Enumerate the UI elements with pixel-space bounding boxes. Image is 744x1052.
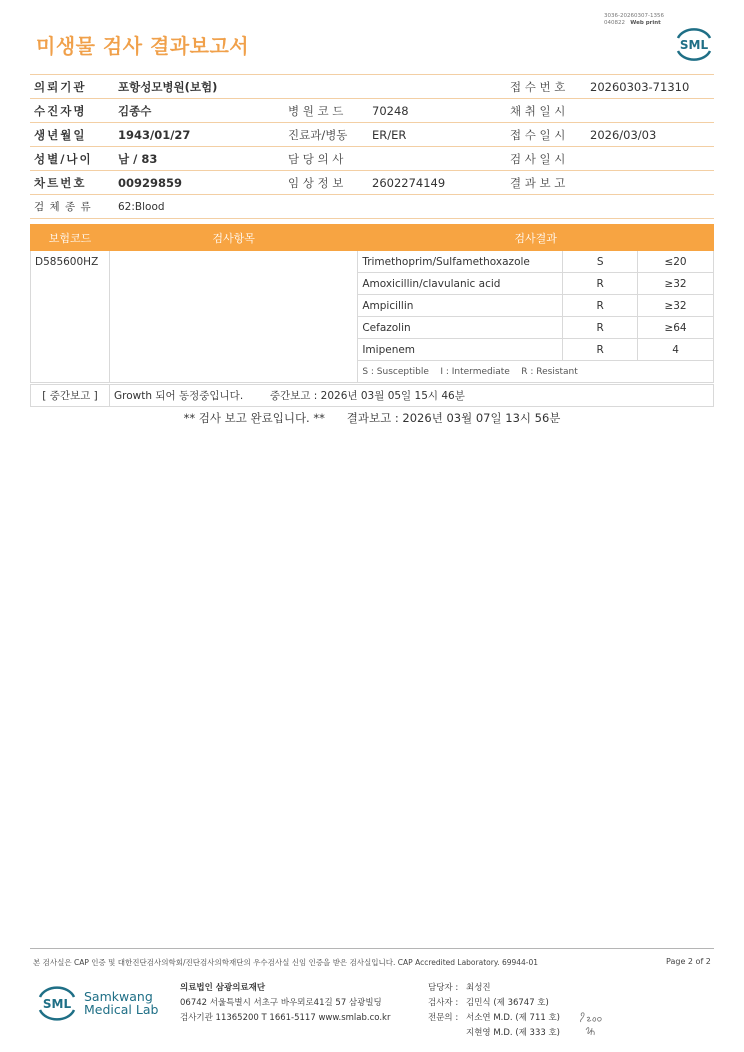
staff-name: 김민식 (제 36747 호) bbox=[466, 998, 549, 1008]
chart-value: 00929859 bbox=[118, 171, 288, 195]
collect-date-value bbox=[590, 99, 714, 123]
result-header-row bbox=[31, 225, 714, 251]
staff-name: 지현영 M.D. (제 333 호) bbox=[466, 1028, 561, 1038]
table-row bbox=[31, 251, 714, 273]
info-row bbox=[30, 195, 714, 219]
doctor-value bbox=[372, 147, 510, 171]
dept-value: ER/ER bbox=[372, 123, 510, 147]
staff-role bbox=[428, 1026, 466, 1041]
drug-mic: ≥32 bbox=[638, 273, 714, 295]
collect-date-label: 채 취 일 시 bbox=[510, 99, 590, 123]
report-complete-line: ** 검사 보고 완료입니다. ** 결과보고 : 2026년 03월 07일 13시 56분 bbox=[183, 411, 561, 425]
receipt-date-label: 접 수 일 시 bbox=[510, 123, 590, 147]
mid-report-row bbox=[31, 385, 714, 407]
hospital-code-label: 병 원 코 드 bbox=[288, 99, 372, 123]
drug-name: Imipenem bbox=[358, 339, 563, 361]
report-value bbox=[590, 171, 714, 195]
birth-value: 1943/01/27 bbox=[118, 123, 288, 147]
test-date-value bbox=[590, 147, 714, 171]
drug-name: Cefazolin bbox=[358, 317, 563, 339]
doctor-label: 담 당 의 사 bbox=[288, 147, 372, 171]
drug-name: Ampicillin bbox=[358, 295, 563, 317]
staff-row bbox=[428, 981, 560, 996]
organization-contact: 검사기관 11365200 T 1661-5117 www.smlab.co.kr bbox=[180, 1013, 391, 1023]
drug-name: Amoxicillin/clavulanic acid bbox=[358, 273, 563, 295]
certification-text: 본 검사실은 CAP 인증 및 대한진단검사의학회/진단검사의학재단의 우수검사실 신임 인증을 받은 검사실입니다. CAP Accredited Laboratory. 69944-01 bbox=[33, 958, 539, 967]
col-result-header: 검사결과 bbox=[358, 225, 714, 251]
report-title: 미생물 검사 결과보고서 bbox=[36, 34, 250, 58]
susceptibility-legend: S : Susceptible I : Intermediate R : Resistant bbox=[358, 361, 714, 383]
birth-label: 생년월일 bbox=[30, 123, 118, 147]
staff-role: 검사자 : bbox=[428, 998, 459, 1008]
mid-report-text: Growth 되어 동정중입니다. 중간보고 : 2026년 03월 05일 15시 46분 bbox=[110, 385, 714, 407]
sml-logo-icon bbox=[672, 24, 716, 64]
organization-name: 의료법인 삼광의료재단 bbox=[180, 983, 266, 993]
patient-info-table bbox=[30, 74, 714, 219]
test-item-cell bbox=[109, 251, 357, 383]
name-label: 수진자명 bbox=[30, 99, 118, 123]
document-code bbox=[604, 13, 664, 27]
clinical-label: 임 상 정 보 bbox=[288, 171, 372, 195]
staff-role: 전문의 : bbox=[428, 1013, 459, 1023]
receipt-no-label: 접 수 번 호 bbox=[510, 75, 590, 99]
organization-address: 06742 서울특별시 서초구 바우뫼로41길 57 삼광빌딩 bbox=[180, 998, 382, 1008]
chart-label: 차트번호 bbox=[30, 171, 118, 195]
staff-name: 서소연 M.D. (제 711 호) bbox=[466, 1013, 561, 1023]
web-print-label: Web print bbox=[630, 20, 661, 26]
request-org-value: 포항성모병원(보험) bbox=[118, 75, 510, 99]
report-label: 결 과 보 고 bbox=[510, 171, 590, 195]
staff-name: 최성진 bbox=[466, 983, 491, 993]
name-value: 김종수 bbox=[118, 99, 288, 123]
specimen-value: 62:Blood bbox=[118, 195, 714, 219]
drug-mic: ≥64 bbox=[638, 317, 714, 339]
sml-logo-icon bbox=[36, 982, 78, 1024]
page-number: Page 2 of 2 bbox=[666, 957, 711, 966]
staff-row bbox=[428, 996, 560, 1011]
drug-mic: ≤20 bbox=[638, 251, 714, 273]
document-code-line2: 040822 Web print bbox=[604, 20, 661, 26]
clinical-value: 2602274149 bbox=[372, 171, 510, 195]
specimen-label: 검 체 종 류 bbox=[30, 195, 118, 219]
result-table bbox=[30, 224, 714, 383]
sex-age-label: 성별/나이 bbox=[30, 147, 118, 171]
sml-logo-text: SML bbox=[42, 997, 72, 1011]
request-org-label: 의뢰기관 bbox=[30, 75, 118, 99]
info-row bbox=[30, 123, 714, 147]
drug-interpretation: R bbox=[563, 317, 638, 339]
drug-interpretation: R bbox=[563, 295, 638, 317]
info-row bbox=[30, 75, 714, 99]
insurance-code-cell: D585600HZ bbox=[31, 251, 110, 383]
drug-mic: 4 bbox=[638, 339, 714, 361]
drug-mic: ≥32 bbox=[638, 295, 714, 317]
drug-interpretation: R bbox=[563, 273, 638, 295]
receipt-date-value: 2026/03/03 bbox=[590, 123, 714, 147]
hospital-code-value: 70248 bbox=[372, 99, 510, 123]
sml-logo-text: SML bbox=[679, 38, 709, 52]
handwritten-signature bbox=[578, 1010, 608, 1038]
drug-name: Trimethoprim/Sulfamethoxazole bbox=[358, 251, 563, 273]
sex-age-value: 남 / 83 bbox=[118, 147, 288, 171]
staff-row bbox=[428, 1026, 560, 1041]
drug-interpretation: R bbox=[563, 339, 638, 361]
test-date-label: 검 사 일 시 bbox=[510, 147, 590, 171]
organization-block bbox=[180, 981, 390, 1026]
drug-interpretation: S bbox=[563, 251, 638, 273]
col-item-header: 검사항목 bbox=[109, 225, 357, 251]
brand-name-line1: Samkwang bbox=[84, 989, 153, 1004]
col-code-header: 보험코드 bbox=[31, 225, 110, 251]
footer-divider bbox=[30, 948, 714, 949]
staff-block bbox=[428, 981, 560, 1041]
brand-name bbox=[84, 990, 158, 1016]
dept-label: 진료과/병동 bbox=[288, 123, 372, 147]
staff-role: 담당자 : bbox=[428, 983, 459, 993]
mid-report-table bbox=[30, 384, 714, 407]
brand-name-line2: Medical Lab bbox=[84, 1002, 159, 1017]
staff-row bbox=[428, 1011, 560, 1026]
info-row bbox=[30, 171, 714, 195]
info-row bbox=[30, 147, 714, 171]
info-row bbox=[30, 99, 714, 123]
document-code-line1: 3036-20260307-1356 bbox=[604, 13, 664, 19]
mid-report-label: [ 중간보고 ] bbox=[31, 385, 110, 407]
receipt-no-value: 20260303-71310 bbox=[590, 75, 714, 99]
